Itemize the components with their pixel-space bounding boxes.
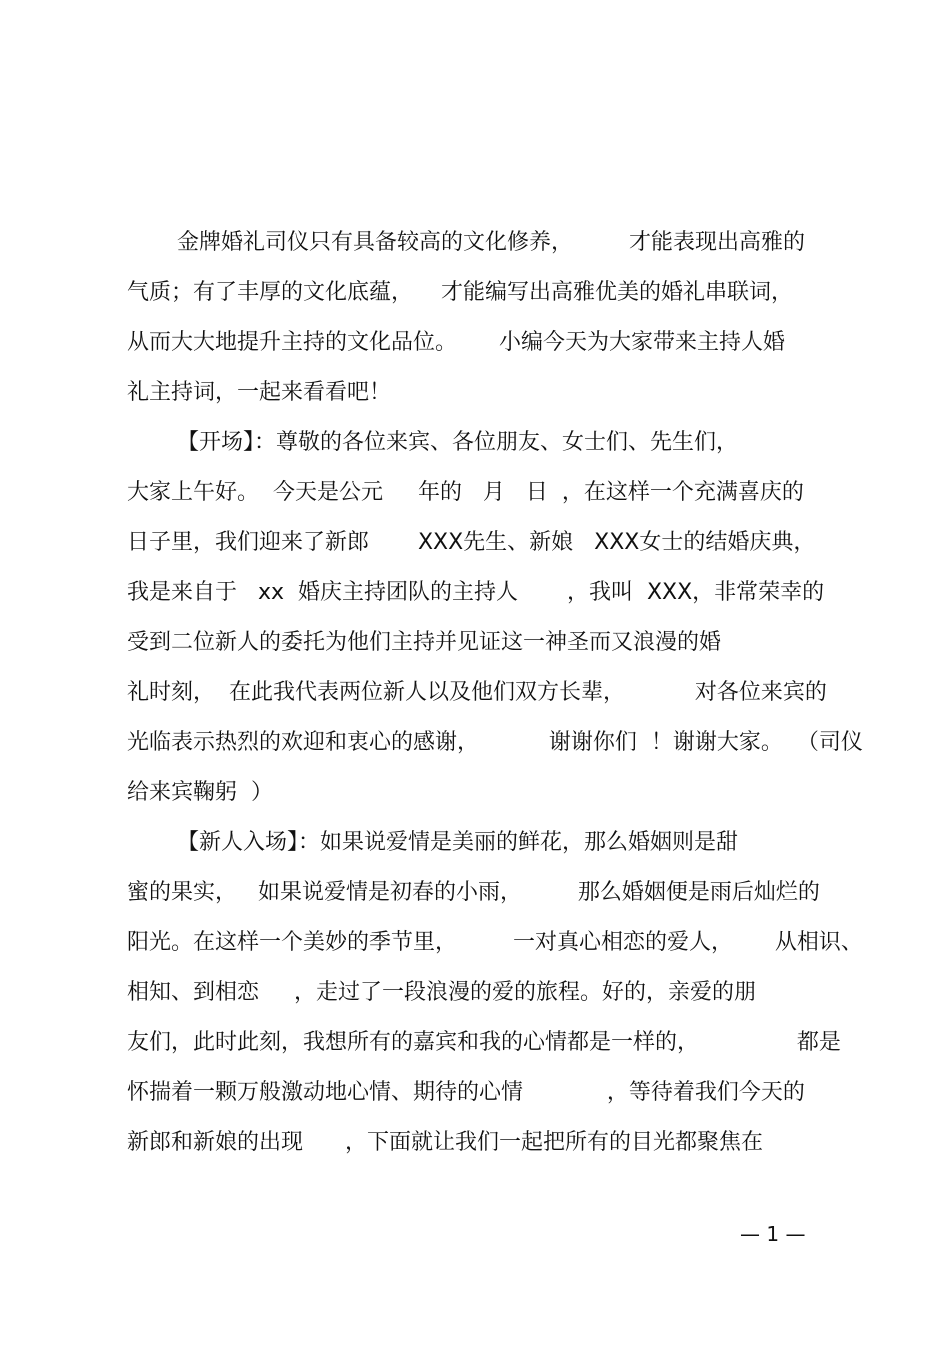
text-line: 友们，此时此刻，我想所有的嘉宾和我的心情都是一样的， 都是 <box>127 1030 841 1055</box>
text-line: 我是来自于 xx 婚庆主持团队的主持人 ，我叫 XXX，非常荣幸的 <box>127 580 825 605</box>
text-line: 受到二位新人的委托为他们主持并见证这一神圣而又浪漫的婚 <box>127 630 722 655</box>
text-line: 阳光。在这样一个美妙的季节里， 一对真心相恋的爱人， 从相识、 <box>127 930 863 955</box>
section-heading-line: 【新人入场】：如果说爱情是美丽的鲜花，那么婚姻则是甜 <box>177 830 739 855</box>
text-line: 怀揣着一颗万般激动地心情、期待的心情 ，等待着我们今天的 <box>127 1080 805 1105</box>
text-line: 礼主持词，一起来看看吧！ <box>127 380 392 405</box>
text-line: 给来宾鞠躬 ） <box>127 780 273 805</box>
section-heading-line: 【开场】：尊敬的各位来宾、各位朋友、女士们、先生们， <box>177 430 739 455</box>
text-line: 气质；有了丰厚的文化底蕴， 才能编写出高雅优美的婚礼串联词， <box>127 280 793 305</box>
text-line: 蜜的果实， 如果说爱情是初春的小雨， 那么婚姻便是雨后灿烂的 <box>127 880 820 905</box>
text-line: 相知、到相恋 ，走过了一段浪漫的爱的旅程。好的，亲爱的朋 <box>127 980 756 1005</box>
text-line: 新郎和新娘的出现 ，下面就让我们一起把所有的目光都聚焦在 <box>127 1130 763 1155</box>
text-line: 光临表示热烈的欢迎和衷心的感谢， 谢谢你们 ！谢谢大家。 （司仪 <box>127 730 863 755</box>
page-number: — 1 — <box>740 1222 806 1246</box>
text-line: 大家上午好。 今天是公元 年的 月 日 ，在这样一个充满喜庆的 <box>127 480 804 505</box>
text-line: 礼时刻， 在此我代表两位新人以及他们双方长辈， 对各位来宾的 <box>127 680 827 705</box>
text-line: 日子里，我们迎来了新郎 XXX先生、新娘 XXX女士的结婚庆典， <box>127 530 816 555</box>
text-line: 从而大大地提升主持的文化品位。 小编今天为大家带来主持人婚 <box>127 330 785 355</box>
text-line: 金牌婚礼司仪只有具备较高的文化修养， 才能表现出高雅的 <box>177 230 805 255</box>
